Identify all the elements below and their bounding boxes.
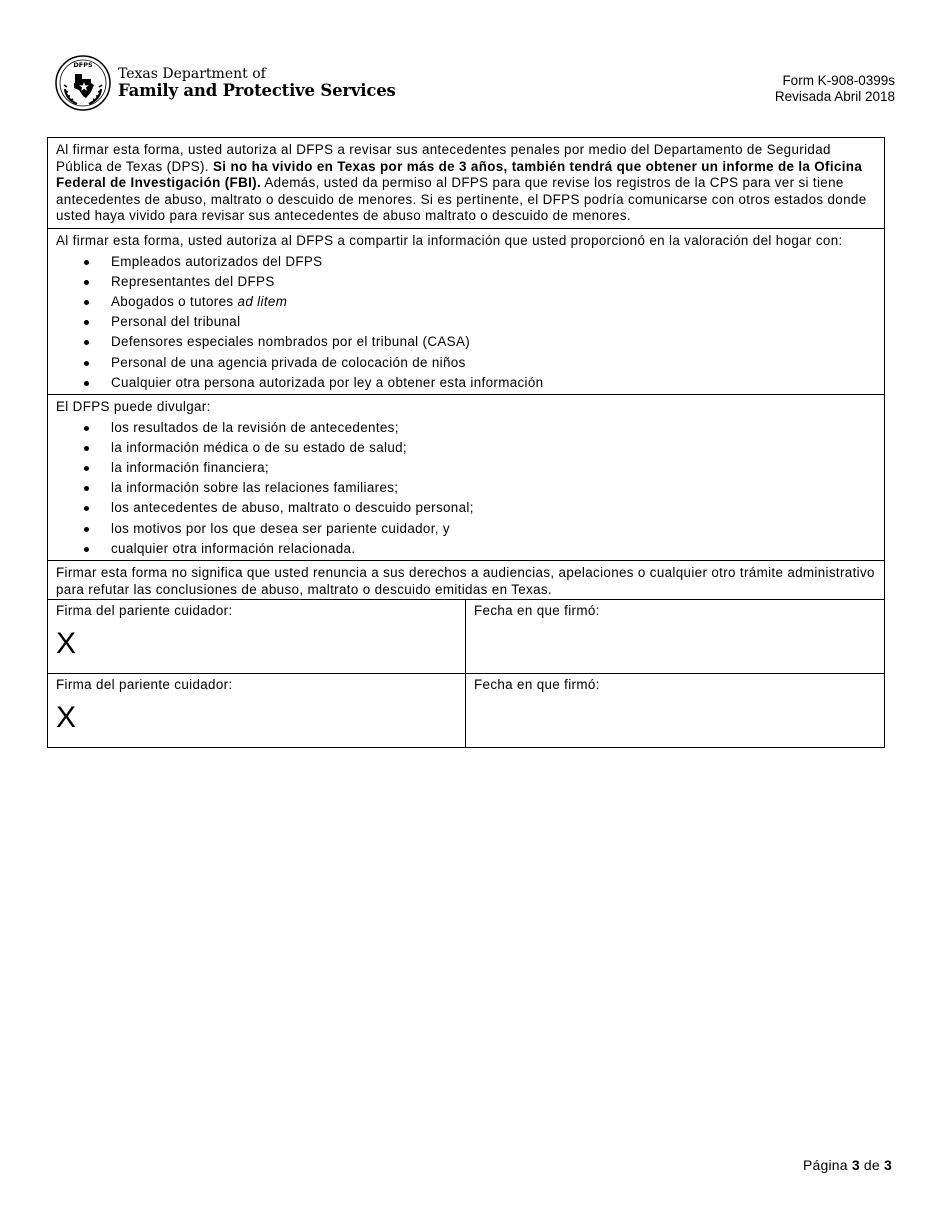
list-item	[82, 292, 875, 312]
signature-mark: X	[56, 627, 77, 661]
list-item-text: Abogados o tutores	[111, 293, 238, 309]
signature-label: Firma del pariente cuidador:	[56, 677, 233, 693]
list-item	[82, 373, 875, 393]
rights-notice-text: Firmar esta forma no significa que usted renuncia a sus derechos a audiencias, apelaciones o cualquier otro trámite administrativo para refutar las conclusiones de abuso, maltrato o descuido emitidas en Texas.	[56, 565, 875, 597]
page-number	[803, 1157, 892, 1173]
disclosure-list	[56, 418, 875, 559]
fbi-requirement-text: Si no ha vivido en Texas por más de 3 años, también tendrá que obtener un informe de la Oficina Federal de Investigación (FBI).	[56, 158, 863, 191]
background-check-text-a: Al firmar esta forma, usted autoriza al DFPS a revisar sus antecedentes penales por medio del Departamento de Seguridad Pública de Texas (DPS).	[56, 142, 831, 174]
bullet-icon	[84, 486, 89, 491]
list-item-text: los motivos por los que desea ser pariente cuidador, y	[111, 520, 450, 536]
recipients-list	[56, 252, 875, 393]
rights-notice-section	[48, 561, 884, 600]
form-identifier	[775, 73, 895, 104]
date-signed-label: Fecha en que firmó:	[474, 603, 600, 619]
bullet-icon	[84, 446, 89, 451]
signature-row	[48, 673, 884, 747]
date-signed-field[interactable]	[466, 674, 884, 747]
signature-label: Firma del pariente cuidador:	[56, 603, 233, 619]
bullet-icon	[84, 300, 89, 305]
list-item-text: los resultados de la revisión de antecedentes;	[111, 419, 399, 435]
list-item-text: Representantes del DFPS	[111, 273, 275, 289]
dfps-seal-logo	[55, 55, 111, 111]
list-item-text: Defensores especiales nombrados por el tribunal (CASA)	[111, 334, 471, 350]
list-item	[82, 458, 875, 478]
disclosure-section	[48, 395, 884, 561]
list-item	[82, 498, 875, 518]
list-item-text: cualquier otra información relacionada.	[111, 540, 356, 556]
bullet-icon	[84, 340, 89, 345]
page-header	[55, 55, 897, 115]
agency-line-2: Family and Protective Services	[118, 81, 396, 101]
bullet-icon	[84, 547, 89, 552]
agency-name	[118, 66, 396, 101]
list-item	[82, 312, 875, 332]
list-item-text: los antecedentes de abuso, maltrato o descuido personal;	[111, 500, 474, 516]
list-item	[82, 418, 875, 438]
date-signed-field[interactable]	[466, 600, 884, 673]
bullet-icon	[84, 506, 89, 511]
seal-label: DFPS	[73, 61, 93, 69]
agency-line-1: Texas Department of	[118, 66, 266, 82]
bullet-icon	[84, 280, 89, 285]
background-check-text	[56, 142, 875, 225]
list-item-text: Empleados autorizados del DFPS	[111, 253, 323, 269]
information-sharing-intro: Al firmar esta forma, usted autoriza al DFPS a compartir la información que usted proporcionó en la valoración del hogar con:	[56, 232, 843, 248]
page-word: Página	[802, 1157, 852, 1173]
bullet-icon	[84, 320, 89, 325]
list-item	[82, 539, 875, 559]
form-revision: Revisada Abril 2018	[774, 88, 895, 104]
signature-field[interactable]	[48, 600, 466, 673]
disclosure-intro: El DFPS puede divulgar:	[56, 398, 211, 414]
current-page: 3	[851, 1157, 860, 1173]
list-item	[82, 478, 875, 498]
list-item	[82, 353, 875, 373]
information-sharing-section	[48, 229, 884, 395]
authorization-form	[47, 137, 885, 748]
bullet-icon	[84, 527, 89, 532]
list-item	[82, 332, 875, 352]
list-item-text: la información médica o de su estado de salud;	[111, 439, 407, 455]
list-item	[82, 519, 875, 539]
background-check-section	[48, 138, 884, 229]
list-item	[82, 272, 875, 292]
bullet-icon	[84, 426, 89, 431]
background-check-text-b: Además, usted da permiso al DFPS para que revise los registros de la CPS para ver si tiene antecedentes de abuso, maltrato o descuido de menores. Si es pertinente, el DFPS podría comunicarse con otros estados donde usted haya vivido para revisar sus antecedentes de abuso maltrato o descuido de menores.	[56, 175, 867, 224]
bullet-icon	[84, 361, 89, 366]
form-number: Form K-908-0399s	[782, 73, 895, 88]
date-signed-label: Fecha en que firmó:	[474, 677, 600, 693]
signature-row	[48, 600, 884, 673]
list-item-italic-text: ad litem	[237, 293, 288, 309]
bullet-icon	[84, 381, 89, 386]
list-item	[82, 252, 875, 272]
bullet-icon	[84, 466, 89, 471]
list-item-text: Personal del tribunal	[111, 314, 241, 330]
list-item	[82, 438, 875, 458]
list-item-text: Personal de una agencia privada de colocación de niños	[111, 354, 466, 370]
signature-field[interactable]	[48, 674, 466, 747]
bullet-icon	[84, 260, 89, 265]
list-item-text: Cualquier otra persona autorizada por ley a obtener esta información	[111, 374, 544, 390]
of-word: de	[859, 1157, 884, 1173]
list-item-text: la información financiera;	[111, 459, 269, 475]
list-item-text: la información sobre las relaciones familiares;	[111, 480, 399, 496]
total-pages: 3	[884, 1157, 892, 1173]
signature-mark: X	[56, 701, 77, 735]
